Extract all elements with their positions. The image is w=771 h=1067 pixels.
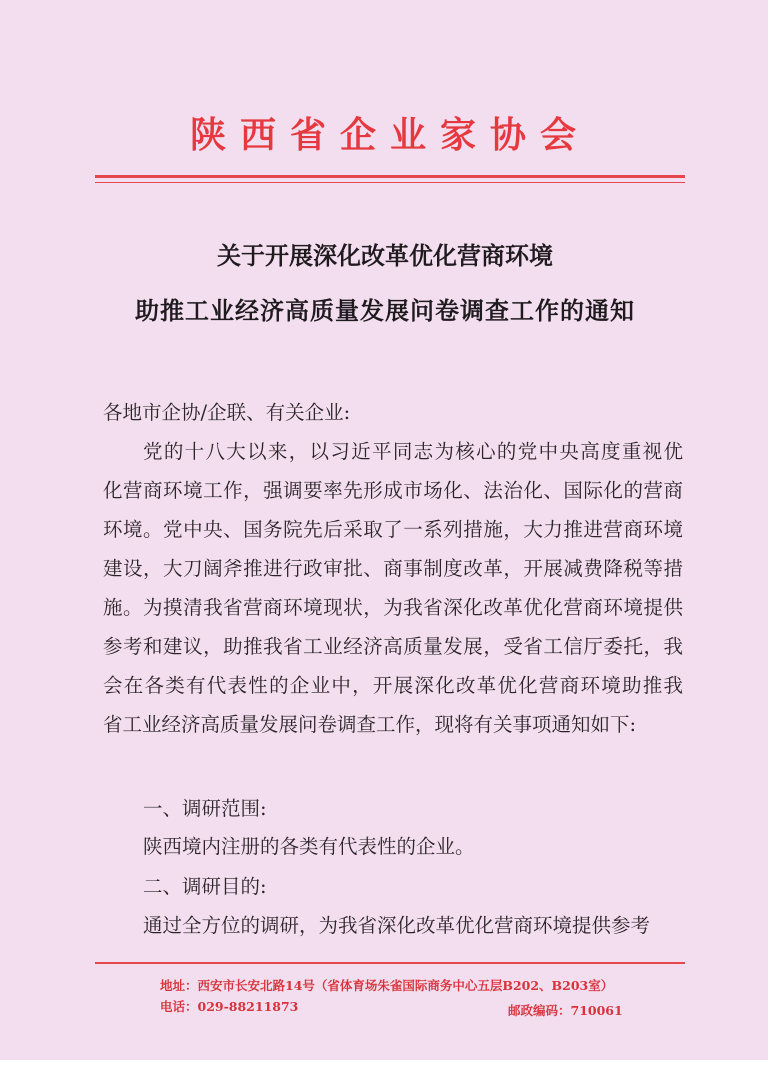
paragraph-line: 化营商环境工作，强调要率先形成市场化、法治化、国际化的营商	[103, 479, 683, 502]
document-title-line-2: 助推工业经济高质量发展问卷调查工作的通知	[135, 297, 635, 325]
section-1-heading: 一、调研范围:	[143, 797, 267, 820]
footer-rule	[95, 962, 685, 964]
letterhead-org-name: 陕西省企业家协会	[189, 114, 590, 156]
paragraph-line: 施。为摸清我省营商环境现状，为我省深化改革优化营商环境提供	[103, 596, 683, 619]
document-title-line-1: 关于开展深化改革优化营商环境	[217, 242, 553, 270]
paragraph-line: 省工业经济高质量发展问卷调查工作，现将有关事项通知如下:	[103, 713, 637, 736]
letterhead-rule-thin	[95, 182, 685, 183]
paragraph-line: 环境。党中央、国务院先后采取了一系列措施，大力推进营商环境	[103, 518, 683, 541]
section-2-text: 通过全方位的调研，为我省深化改革优化营商环境提供参考	[143, 914, 651, 937]
paragraph-line: 参考和建议，助推我省工业经济高质量发展，受省工信厅委托，我	[103, 635, 683, 658]
intro-paragraph	[103, 438, 683, 750]
letterhead-rule-thick	[95, 175, 685, 178]
salutation: 各地市企协/企联、有关企业:	[103, 401, 351, 424]
footer-address: 地址：西安市长安北路14号（省体育场朱雀国际商务中心五层B202、B203室）	[160, 978, 614, 993]
paragraph-line: 会在各类有代表性的企业中，开展深化改革优化营商环境助推我	[103, 674, 683, 697]
footer-postcode: 邮政编码：710061	[508, 1003, 623, 1018]
paragraph-line: 党的十八大以来，以习近平同志为核心的党中央高度重视优	[143, 440, 683, 463]
paragraph-line: 建设，大刀阔斧推进行政审批、商事制度改革，开展减费降税等措	[103, 557, 683, 580]
section-1-text: 陕西境内注册的各类有代表性的企业。	[143, 835, 475, 858]
footer-phone: 电话：029-88211873	[160, 999, 299, 1014]
section-2-heading: 二、调研目的:	[143, 875, 267, 898]
